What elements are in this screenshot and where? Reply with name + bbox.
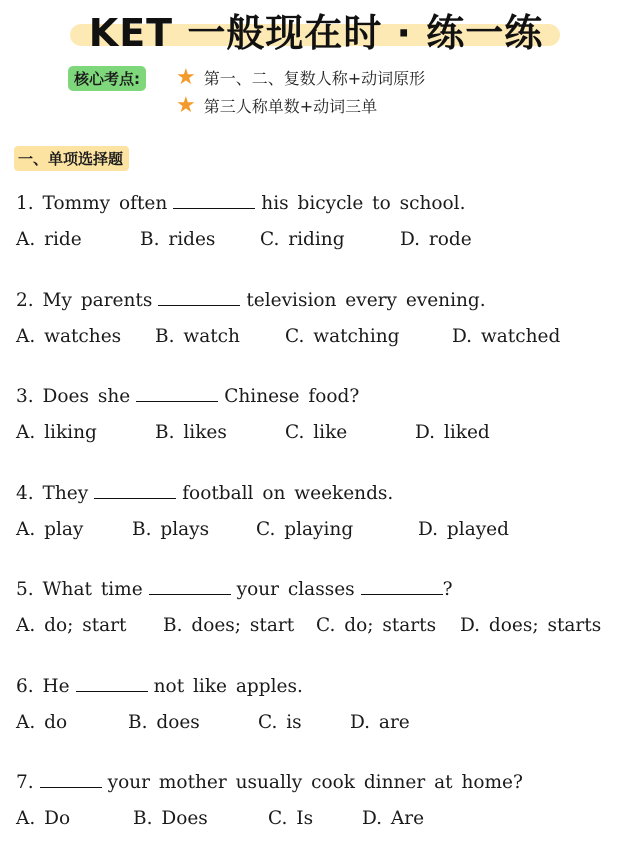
- option-a[interactable]: A. ride: [16, 229, 82, 250]
- key-point-item: [176, 94, 377, 117]
- answer-blank[interactable]: [361, 580, 443, 595]
- answer-blank[interactable]: [76, 677, 148, 692]
- option-d[interactable]: D. rode: [400, 229, 472, 250]
- question-text: television every evening.: [246, 290, 486, 311]
- option-c[interactable]: C. do; starts: [316, 615, 437, 636]
- question-text: not like apples.: [153, 676, 303, 697]
- option-a[interactable]: A. Do: [16, 808, 71, 829]
- option-b[interactable]: B. plays: [132, 519, 210, 540]
- star-icon: ★: [176, 64, 196, 90]
- option-b[interactable]: B. does; start: [163, 615, 295, 636]
- option-b[interactable]: B. does: [128, 712, 200, 733]
- question-number: 4.: [16, 483, 34, 504]
- answer-blank[interactable]: [158, 291, 240, 306]
- page-title: KET 一般现在时 · 练一练: [88, 11, 544, 55]
- option-c[interactable]: C. riding: [260, 229, 345, 250]
- key-point-text: 第三人称单数+动词三单: [203, 97, 378, 116]
- question-text: your mother usually cook dinner at home?: [107, 772, 523, 793]
- option-c[interactable]: C. Is: [268, 808, 314, 829]
- option-d[interactable]: D. watched: [452, 326, 561, 347]
- option-c[interactable]: C. like: [285, 422, 348, 443]
- question-stem: [16, 483, 393, 504]
- option-d[interactable]: D. are: [350, 712, 410, 733]
- question-stem: [16, 579, 453, 600]
- option-d[interactable]: D. Are: [362, 808, 425, 829]
- question-number: 7.: [16, 772, 34, 793]
- answer-blank[interactable]: [173, 194, 255, 209]
- question-stem: [16, 772, 523, 793]
- answer-blank[interactable]: [40, 773, 102, 788]
- option-b[interactable]: B. rides: [140, 229, 216, 250]
- answer-blank[interactable]: [136, 387, 218, 402]
- question-stem: [16, 290, 486, 311]
- star-icon: ★: [176, 92, 196, 118]
- option-a[interactable]: A. watches: [16, 326, 122, 347]
- question-text: Tommy often: [42, 193, 168, 214]
- answer-blank[interactable]: [149, 580, 231, 595]
- key-point-text: 第一、二、复数人称+动词原形: [203, 69, 426, 88]
- question-text: My parents: [42, 290, 153, 311]
- option-b[interactable]: B. likes: [155, 422, 227, 443]
- question-stem: [16, 676, 303, 697]
- question-number: 2.: [16, 290, 34, 311]
- option-a[interactable]: A. do; start: [16, 615, 127, 636]
- question-number: 5.: [16, 579, 34, 600]
- answer-blank[interactable]: [94, 484, 176, 499]
- question-text: Does she: [42, 386, 131, 407]
- question-number: 3.: [16, 386, 34, 407]
- option-a[interactable]: A. play: [16, 519, 84, 540]
- question-text: Chinese food?: [224, 386, 360, 407]
- option-b[interactable]: B. watch: [155, 326, 240, 347]
- title-area: [0, 0, 632, 56]
- option-c[interactable]: C. watching: [285, 326, 400, 347]
- question-stem: [16, 193, 465, 214]
- question-text: What time: [42, 579, 143, 600]
- question-stem: [16, 386, 359, 407]
- option-c[interactable]: C. is: [258, 712, 302, 733]
- option-c[interactable]: C. playing: [256, 519, 354, 540]
- question-text: They: [42, 483, 89, 504]
- question-text: He: [42, 676, 70, 697]
- option-d[interactable]: D. liked: [415, 422, 490, 443]
- option-a[interactable]: A. do: [16, 712, 68, 733]
- question-number: 6.: [16, 676, 34, 697]
- question-text: your classes: [236, 579, 355, 600]
- question-text: his bicycle to school.: [261, 193, 466, 214]
- option-d[interactable]: D. played: [418, 519, 509, 540]
- option-d[interactable]: D. does; starts: [460, 615, 602, 636]
- question-text: ?: [442, 579, 453, 600]
- question-text: football on weekends.: [182, 483, 394, 504]
- option-b[interactable]: B. Does: [133, 808, 208, 829]
- question-number: 1.: [16, 193, 34, 214]
- option-a[interactable]: A. liking: [16, 422, 97, 443]
- section-heading: 一、单项选择题: [14, 146, 129, 171]
- key-point-item: [176, 66, 425, 89]
- key-points-label: 核心考点:: [68, 66, 146, 91]
